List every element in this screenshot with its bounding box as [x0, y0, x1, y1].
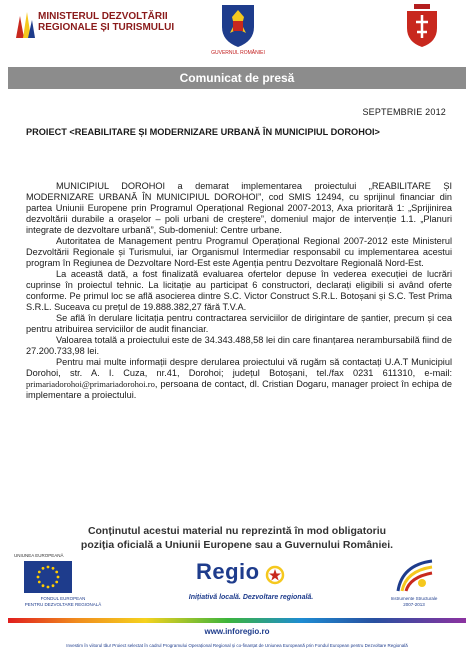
government-logo [212, 3, 264, 59]
eu-flag-icon [24, 561, 72, 593]
legal-notice: Investim în viitorul tău! Proiect selectat în cadrul Programului Operațional Regional și co-finanțat de Uniunea Europeană prin Fondul European pentru Dezvoltare Regională [66, 643, 408, 648]
regio-star-icon [265, 565, 285, 585]
disclaimer-line2: poziția oficială a Uniunii Europene sau a Guvernului României. [80, 539, 394, 551]
romania-coat-of-arms-icon [218, 3, 258, 49]
structural-instruments-logo [364, 553, 464, 613]
press-release-body [26, 181, 452, 401]
structural-instruments-caption [364, 596, 464, 608]
eu-caption-line1: FONDUL EUROPEAN [40, 596, 86, 601]
eu-disclaimer [26, 524, 448, 552]
release-date: SEPTEMBRIE 2012 [362, 107, 446, 117]
eu-logo [14, 553, 112, 615]
instruments-caption-line1: Instrumente Structurale [390, 596, 438, 601]
ministry-name-line2: REGIONALE ȘI TURISMULUI [38, 22, 175, 33]
ministry-mark-icon [14, 10, 36, 40]
eu-caption-line2: PENTRU DEZVOLTARE REGIONALĂ [24, 602, 102, 607]
ministry-name [38, 11, 174, 33]
contact-person-text: , persoana de contact, dl. Cristian Dogaru, manager proiect în echipa de implementare a proiectului. [26, 379, 452, 400]
body-paragraph: Valoarea totală a proiectului este de 34.343.488,58 lei din care finanțarea nerambursabilă fiind de 27.200.733,98 lei. [26, 335, 452, 356]
regio-slogan: Inițiativă locală. Dezvoltare regională. [188, 594, 314, 601]
rainbow-divider [8, 618, 466, 623]
contact-text: Pentru mai multe informații despre derularea proiectului vă rugăm să contactați U.A.T Municipiul Dorohoi, str. A. I. Cuza, nr.41, Dorohoi; județul Botoșani, tel./fax 0231 611310, e-mail: [26, 357, 452, 378]
body-paragraph: Se află în derulare licitația pentru contractarea serviciilor de dirigintare de șantier, precum și cea pentru atribuirea serviciilor de audit financiar. [26, 313, 452, 334]
ministry-logo [14, 10, 175, 44]
regio-wordmark: Regio [196, 559, 260, 584]
body-paragraph: Autoritatea de Management pentru Programul Operațional Regional 2007-2012 este Ministerul Dezvoltării Regionale și Turismului, iar Organismul Intermediar responsabil cu implementarea acestui program în Regiunea de Dezvoltare Nord-Est este Agenția pentru Dezvoltare Regională Nord-Est. [26, 236, 452, 268]
footer-logos [0, 553, 474, 613]
instruments-caption-line2: 2007-2013 [403, 602, 425, 607]
disclaimer-line1: Conținutul acestui material nu reprezintă în mod obligatoriu [87, 525, 387, 537]
ministry-name-line1: MINISTERUL DEZVOLTĂRII [38, 11, 168, 22]
eu-fund-caption [14, 596, 112, 608]
eu-label: UNIUNEA EUROPEANĂ [14, 553, 64, 558]
government-label: GUVERNUL ROMÂNIEI [211, 50, 265, 56]
body-paragraph: MUNICIPIUL DOROHOI a demarat implementarea proiectului „REABILITARE ȘI MODERNIZARE URBANĂ ÎN MUNICIPIUL DOROHOI”, cod SMIS 12494, cu sprijinul financiar din partea Uniunii Europene prin Programul Operațional Regional 2007-2013, Axa prioritară 1: „Sprijinirea dezvoltării durabile a orașelor – poli urbani de creștere”, domeniul major de intervenție 1.1. „Planuri integrate de dezvoltare urbană”, Sub-domeniul: Centre urbane. [26, 181, 452, 235]
body-paragraph: La această dată, a fost finalizată evaluarea ofertelor depuse în vederea execuției de lucrări cuprinse în proiectul tehnic. La licitație au participat 6 constructori, declarați eligibili si având oferte conforme. Pe primul loc se află asocierea dintre S.C. Victor Construct S.R.L. Botoșani și S.C. Test Prima S.R.L. Suceava cu prețul de 19.888.382,27 fără T.V.A. [26, 269, 452, 312]
press-release-banner: Comunicat de presă [8, 67, 466, 89]
contact-paragraph [26, 357, 452, 401]
regio-logo [186, 557, 322, 613]
dorohoi-crest-icon [404, 2, 440, 48]
project-title: PROIECT <REABILITARE ȘI MODERNIZARE URBANĂ ÎN MUNICIPIUL DOROHOI> [26, 127, 380, 137]
structural-instruments-icon [392, 557, 438, 593]
website-link[interactable]: www.inforegio.ro [204, 627, 270, 636]
page-header [0, 0, 474, 60]
contact-email[interactable]: primariadorohoi@primariadorohoi.ro [26, 379, 155, 389]
